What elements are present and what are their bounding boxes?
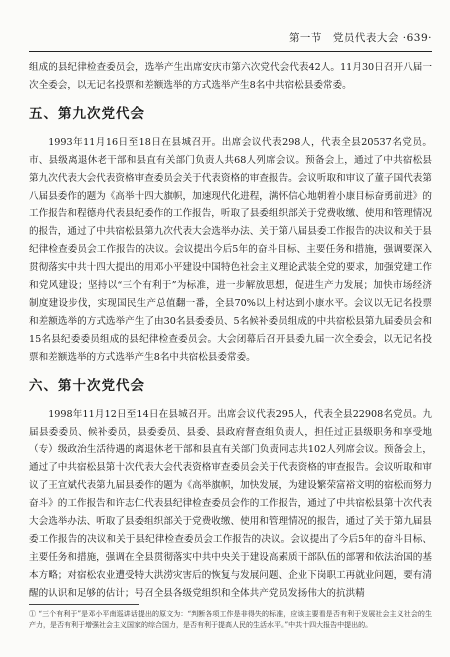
footnote-rule bbox=[29, 604, 139, 605]
paragraph: 1993年11月16日至18日在县城召开。出席会议代表298人，代表全县20537名党员。市、县级离退休老干部和县直有关部门负责人共68人列席会议。预备会上，通过了中共宿松县第九次代表大会代表资格审查委员会关于代表资格的审查报告。会议听取和审议了董子国代表第八届县委作的题为《高举十四大旗帜，加速现代化进程，满怀信心地朝着小康目标奋勇前进》的工作报告和程德舟代表县纪委作的工作报告，听取了县委组织部关于党费收缴、使用和管理情况的报告，通过了中共宿松县第九次代表大会选举办法、关于第八届县委工作报告的决议和关于县纪律检查委员会工作报告的决议。会议提出今后5年的奋斗目标、主要任务和措施，强调要深入贯彻落实中共十四大提出的用邓小平建设中国特色社会主义理论武装全党的要求，加强党建工作和党风建设；坚持以“三个有利于”为标准，进一步解放思想，促进生产力发展；加快市场经济制度建设步伐，实现国民生产总值翻一番，全县70%以上村达到小康水平。会议以无记名投票和差额选举的方式选举产生了由30名县委委员、5名候补委员组成的中共宿松县第九届委员会和15名县纪委委员组成的县纪律检查委员会。大会闭幕后召开县委九届一次全委会，以无记名投票和差额选举的方式选举产生8名中共宿松县委常委。 bbox=[29, 136, 432, 363]
paragraph: 1998年11月12日至14日在县城召开。出席会议代表295人，代表全县22908名党员。九届县委委员、候补委员，县委委员、县委、县政府督查组负责人，担任过正县级职务和享受地（专）级政治生活待遇的离退休老干部和县直有关部门负责同志共102人列席会议。预备会上，通过了中共宿松县第十次代表大会代表资格审查委员会关于代表资格的审查报告。会议听取和审议了王宣斌代表第九届县委作的题为《高举旗帜，加快发展，为建设繁荣富裕文明的宿松而努力奋斗》的工作报告和许志仁代表县纪律检查委员会作的工作报告，通过了中共宿松县第十次代表大会选举办法、听取了县委组织部关于党费收缴、使用和管理情况的报告，通过了关于第九届县委工作报告的决议和关于县纪律检查委员会工作报告的决议。会议提出了今后5年的奋斗目标、主要任务和措施，强调在全县贯彻落实中共中央关于建设高素质干部队伍的部署和依法治国的基本方略；对宿松农业遭受特大洪涝灾害后的恢复与发展问题、企业下岗职工再就业问题，要有清醒的认识和足够的估计；号召全县各级党组织和全体共产党员发扬伟大的抗洪精 bbox=[29, 408, 432, 599]
header-rule bbox=[29, 51, 432, 52]
running-header bbox=[29, 30, 432, 46]
section-heading-ninth-congress: 五、第九次党代会 bbox=[29, 105, 145, 122]
page-body bbox=[29, 59, 432, 603]
section-heading-tenth-congress: 六、第十次党代会 bbox=[29, 377, 145, 394]
paragraph: 组成的县纪律检查委员会，选举产生出席安庆市第六次党代会代表42人。11月30日召开八届一次全委会，以无记名投票和差额选举的方式选举产生8名中共宿松县委常委。 bbox=[29, 62, 432, 91]
footnote: ① “三个有利于”是邓小平南巡讲话提出的原文为：“判断各项工作是非得失的标准，应该主要看是否有利于发展社会主义社会的生产力，是否有利于增强社会主义国家的综合国力，是否有利于提高人民的生活水平。”中共十四大报告中提出的。 bbox=[29, 610, 432, 629]
running-title: 第一节 党员代表大会 ·639· bbox=[288, 32, 432, 44]
